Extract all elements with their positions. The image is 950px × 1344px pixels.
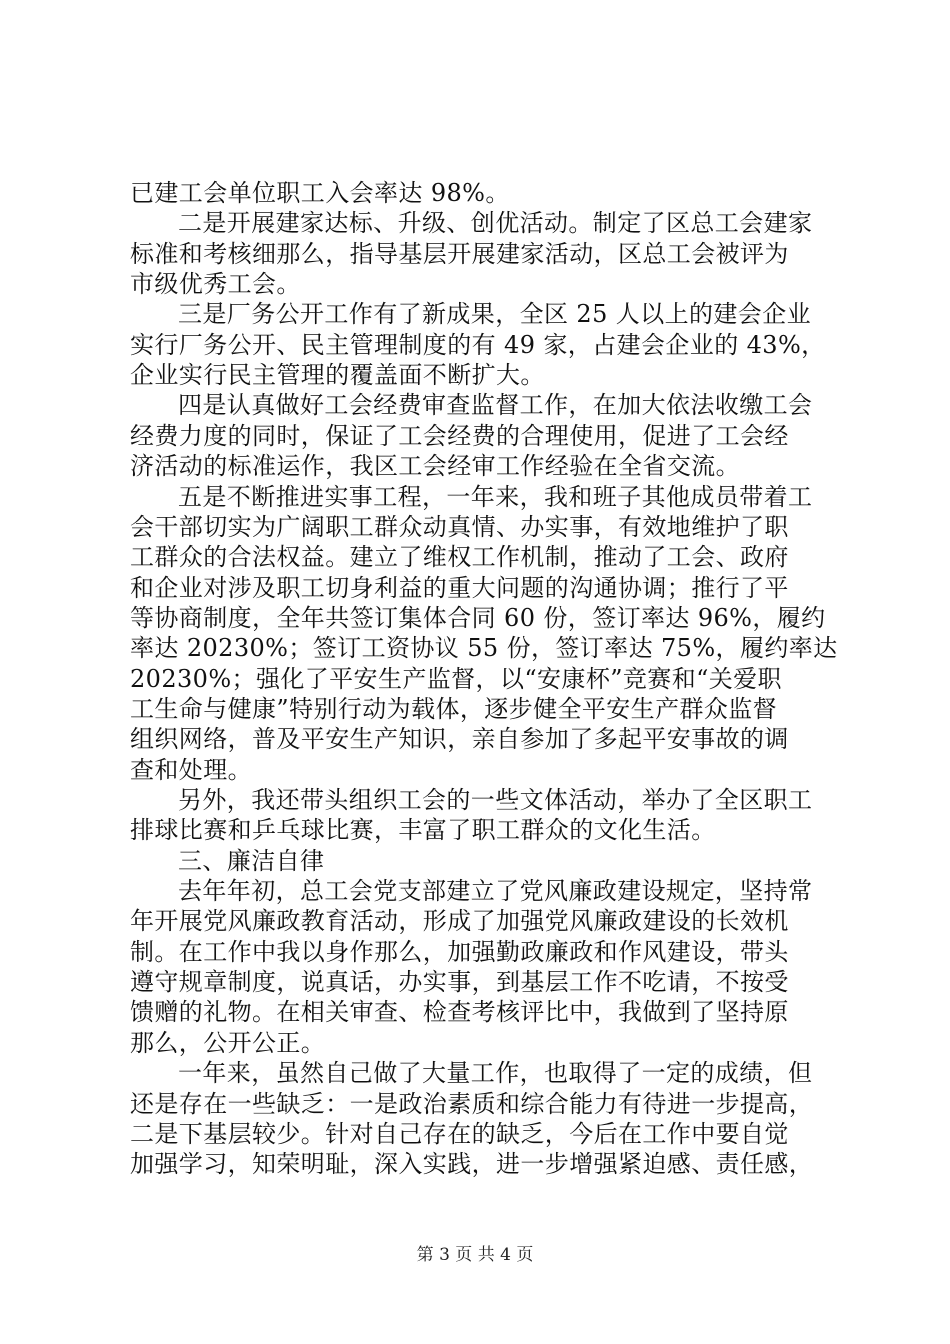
text-line: 一年来，虽然自己做了大量工作，也取得了一定的成绩，但 <box>178 1059 813 1088</box>
page-footer: 第 3 页 共 4 页 <box>416 1245 534 1265</box>
text-line: 年开展党风廉政教育活动，形成了加强党风廉政建设的长效机 <box>130 907 789 936</box>
text-line: 遵守规章制度，说真话，办实事，到基层工作不吃请，不按受 <box>130 968 789 997</box>
text-line: 四是认真做好工会经费审查监督工作，在加大依法收缴工会 <box>178 391 813 420</box>
text-line: 那么，公开公正。 <box>130 1028 326 1057</box>
text-line: 还是存在一些缺乏：一是政治素质和综合能力有待进一步提高， <box>130 1089 814 1118</box>
text-line: 标准和考核细那么，指导基层开展建家活动，区总工会被评为 <box>130 239 789 268</box>
text-line: 另外，我还带头组织工会的一些文体活动，举办了全区职工 <box>178 786 813 814</box>
text-line: 五是不断推进实事工程，一年来，我和班子其他成员带着工 <box>178 482 813 511</box>
text-line: 工群众的合法权益。建立了维权工作机制，推动了工会、政府 <box>130 543 789 572</box>
text-line: 工生命与健康”特别行动为载体，逐步健全平安生产群众监督 <box>130 694 778 723</box>
text-line: 二是开展建家达标、升级、创优活动。制定了区总工会建家 <box>178 209 813 238</box>
text-line: 等协商制度，全年共签订集体合同 60 份，签订率达 96%，履约 <box>130 603 826 632</box>
text-line: 率达 20230%；签订工资协议 55 份，签订率达 75%，履约率达 <box>130 634 838 663</box>
text-line: 会干部切实为广阔职工群众动真情、办实事，有效地维护了职 <box>130 512 789 541</box>
text-line: 去年年初，总工会党支部建立了党风廉政建设规定，坚持常 <box>178 877 813 906</box>
text-line: 市级优秀工会。 <box>130 270 301 299</box>
text-line: 排球比赛和乒乓球比赛，丰富了职工群众的文化生活。 <box>130 816 716 845</box>
text-line: 制。在工作中我以身作那么，加强勤政廉政和作风建设，带头 <box>130 937 789 966</box>
text-line: 已建工会单位职工入会率达 98%。 <box>130 179 510 207</box>
text-line: 实行厂务公开、民主管理制度的有 49 家，占建会企业的 43%， <box>130 330 826 359</box>
text-line: 加强学习，知荣明耻，深入实践，进一步增强紧迫感、责任感， <box>130 1150 814 1179</box>
text-line: 济活动的标准运作，我区工会经审工作经验在全省交流。 <box>130 452 740 481</box>
text-line: 查和处理。 <box>130 755 252 784</box>
text-line: 三、廉洁自律 <box>178 846 325 875</box>
text-line: 馈赠的礼物。在相关审查、检查考核评比中，我做到了坚持原 <box>130 998 789 1027</box>
text-line: 三是厂务公开工作有了新成果，全区 25 人以上的建会企业 <box>178 300 811 329</box>
text-line: 经费力度的同时，保证了工会经费的合理使用，促进了工会经 <box>130 421 789 450</box>
text-line: 20230%；强化了平安生产监督，以“安康杯”竞赛和“关爱职 <box>130 664 782 693</box>
text-line: 二是下基层较少。针对自己存在的缺乏，今后在工作中要自觉 <box>130 1119 789 1148</box>
text-line: 企业实行民主管理的覆盖面不断扩大。 <box>130 361 545 390</box>
text-line: 组织网络，普及平安生产知识，亲自参加了多起平安事故的调 <box>130 725 789 754</box>
text-line: 和企业对涉及职工切身利益的重大问题的沟通协调；推行了平 <box>130 573 789 602</box>
